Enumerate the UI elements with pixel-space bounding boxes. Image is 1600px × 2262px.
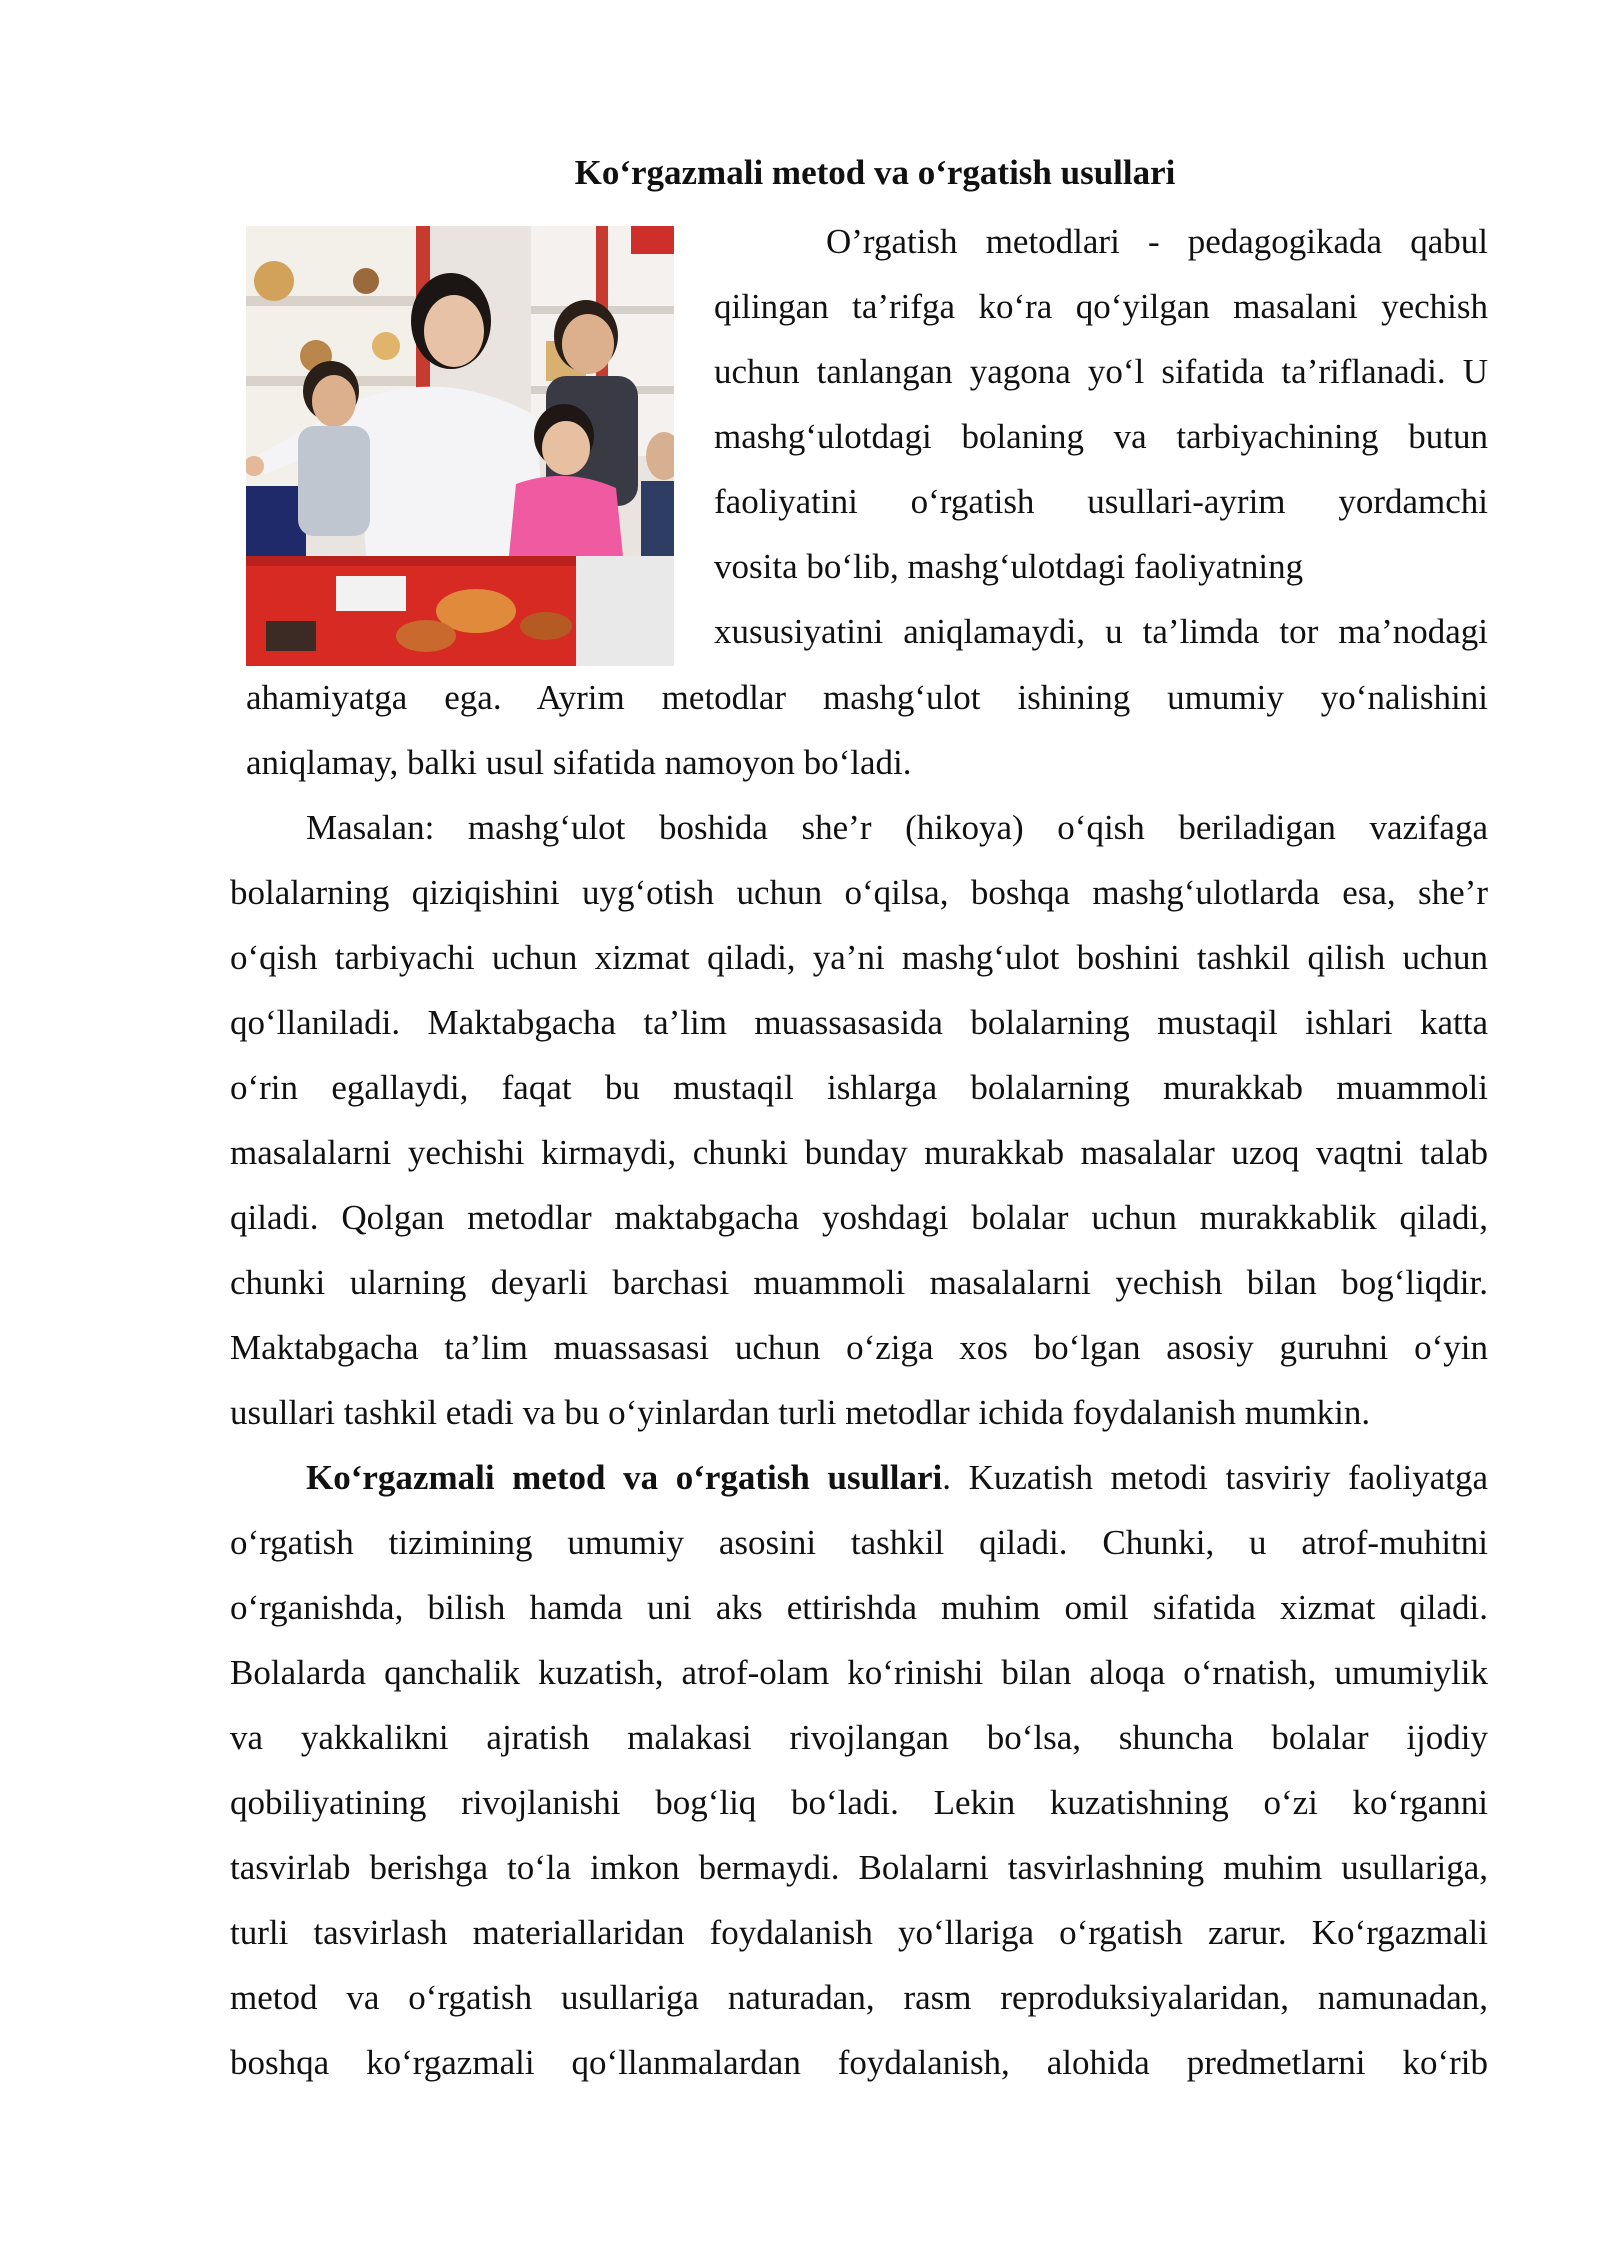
paragraph-line: o‘qish tarbiyachi uchun xizmat qiladi, ya’ni mashg‘ulot boshini tashkil qilish uchun <box>230 938 1488 977</box>
paragraph-line: boshqa ko‘rgazmali qo‘llanmalardan foydalanish, alohida predmetlarni ko‘rib <box>230 2043 1488 2082</box>
paragraph-line: va yakkalikni ajratish malakasi rivojlangan bo‘lsa, shuncha bolalar ijodiy <box>230 1718 1488 1757</box>
photo-illustration <box>246 226 674 666</box>
paragraph-line: Maktabgacha ta’lim muassasasi uchun o‘ziga xos bo‘lgan asosiy guruhni o‘yin <box>230 1328 1488 1367</box>
paragraph-line: tasvirlab berishga to‘la imkon bermaydi. Bolalarni tasvirlashning muhim usullariga, <box>230 1848 1488 1887</box>
paragraph-line: o‘rin egallaydi, faqat bu mustaqil ishlarga bolalarning murakkab muammoli <box>230 1068 1488 1107</box>
intro-paragraph <box>714 209 1488 664</box>
paragraph-line: O’rgatish metodlari - pedagogikada qabul <box>826 222 1488 261</box>
paragraph-line: qilingan ta’rifga ko‘ra qo‘yilgan masalani yechish <box>714 287 1488 326</box>
paragraph-line: o‘rgatish tizimining umumiy asosini tashkil qiladi. Chunki, u atrof-muhitni <box>230 1523 1488 1562</box>
paragraph-line: qo‘llaniladi. Maktabgacha ta’lim muassasasida bolalarning mustaqil ishlari katta <box>230 1003 1488 1042</box>
paragraph-line-rest: . Kuzatish metodi tasviriy faoliyatga <box>942 1458 1488 1497</box>
paragraph-line: Bolalarda qanchalik kuzatish, atrof-olam ko‘rinishi bilan aloqa o‘rnatish, umumiylik <box>230 1653 1488 1692</box>
page-title: Ko‘rgazmali metod va o‘rgatish usullari <box>574 153 1176 192</box>
teacher-with-children-photo <box>246 226 674 666</box>
paragraph-line: chunki ularning deyarli barchasi muammoli masalalarni yechish bilan bog‘liqdir. <box>230 1263 1488 1302</box>
paragraph-line: o‘rganishda, bilish hamda uni aks ettirishda muhim omil sifatida xizmat qiladi. <box>230 1588 1488 1627</box>
paragraph-line: qobiliyatining rivojlanishi bog‘liq bo‘ladi. Lekin kuzatishning o‘zi ko‘rganni <box>230 1783 1488 1822</box>
paragraph-line: bolalarning qiziqishini uyg‘otish uchun o‘qilsa, boshqa mashg‘ulotlarda esa, she’r <box>230 873 1488 912</box>
intro-paragraph-continued <box>246 665 1488 795</box>
paragraph-line: turli tasvirlash materiallaridan foydalanish yo‘llariga o‘rgatish zarur. Ko‘rgazmali <box>230 1913 1488 1952</box>
paragraph-line: uchun tanlangan yagona yo‘l sifatida ta’riflanadi. U <box>714 352 1488 391</box>
paragraph-line: xususiyatini aniqlamaydi, u ta’limda tor ma’nodagi <box>714 612 1488 651</box>
paragraph-line: mashg‘ulotdagi bolaning va tarbiyachining butun <box>714 417 1488 456</box>
paragraph-line <box>230 1445 1488 1510</box>
paragraph-line: qiladi. Qolgan metodlar maktabgacha yoshdagi bolalar uchun murakkablik qiladi, <box>230 1198 1488 1237</box>
paragraph-line: Masalan: mashg‘ulot boshida she’r (hikoya) o‘qish beriladigan vazifaga <box>306 808 1488 847</box>
paragraph-line: faoliyatini o‘rgatish usullari-ayrim yordamchi <box>714 482 1488 521</box>
example-paragraph <box>230 795 1488 1445</box>
section-heading-inline: Ko‘rgazmali metod va o‘rgatish usullari <box>306 1458 943 1497</box>
visual-methods-paragraph <box>230 1445 1488 2095</box>
paragraph-line: ahamiyatga ega. Ayrim metodlar mashg‘ulot ishining umumiy yo‘nalishini <box>246 678 1488 717</box>
paragraph-line: masalalarni yechishi kirmaydi, chunki bunday murakkab masalalar uzoq vaqtni talab <box>230 1133 1488 1172</box>
paragraph-line: vosita bo‘lib, mashg‘ulotdagi faoliyatning <box>714 547 1304 586</box>
paragraph-line: usullari tashkil etadi va bu o‘yinlardan turli metodlar ichida foydalanish mumkin. <box>230 1393 1371 1432</box>
paragraph-line: aniqlamay, balki usul sifatida namoyon bo‘ladi. <box>246 743 912 782</box>
paragraph-line: metod va o‘rgatish usullariga naturadan, rasm reproduksiyalaridan, namunadan, <box>230 1978 1488 2017</box>
